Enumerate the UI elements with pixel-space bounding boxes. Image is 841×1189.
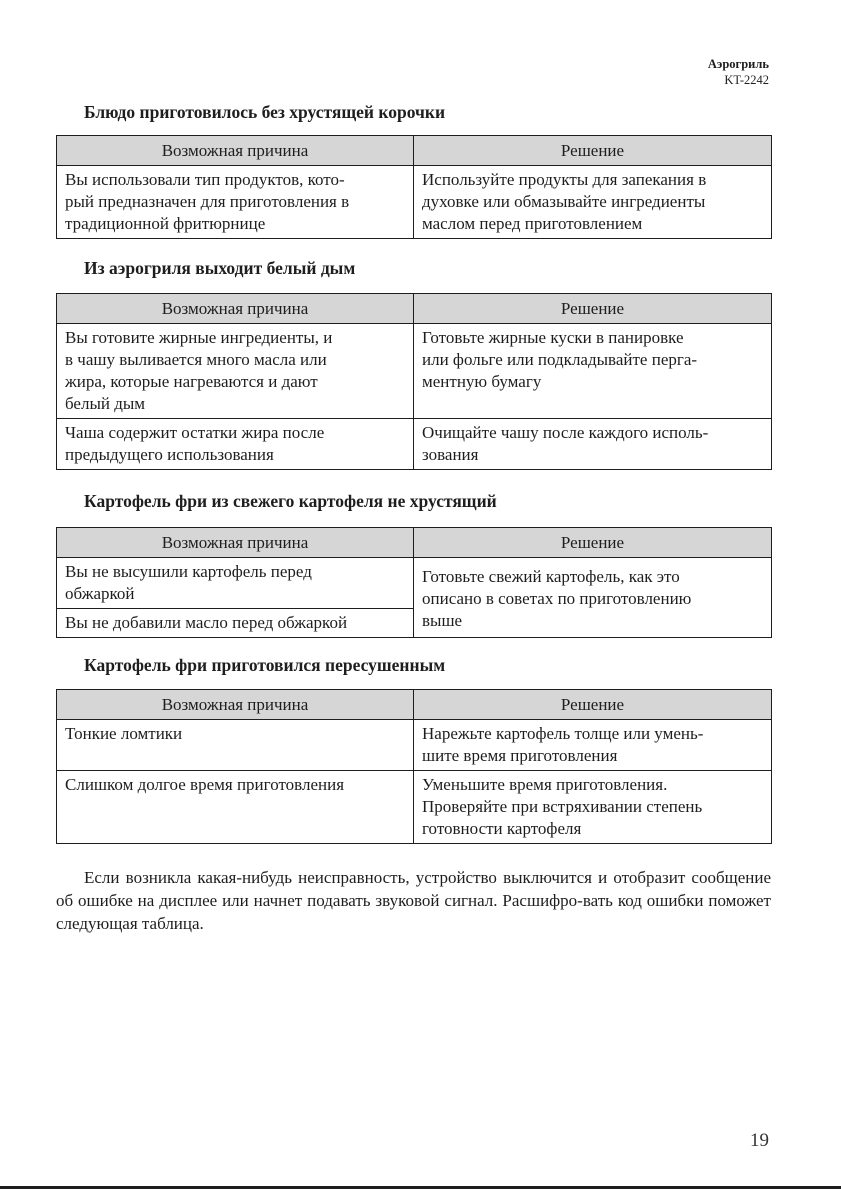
table-header-row [57,690,772,720]
cause-cell [57,324,414,419]
table-header-row [57,136,772,166]
solution-cell [414,166,772,239]
header-model: KT-2242 [724,73,769,87]
column-header-cause: Возможная причина [57,690,414,720]
cause-cell [57,720,414,771]
column-header-solution: Решение [414,690,772,720]
column-header-solution: Решение [414,136,772,166]
solution-cell [414,720,772,771]
table-row [57,771,772,844]
cause-text: Вы использовали тип продуктов, кото- рый предназначен для приготовления в традиционной фритюрнице [65,170,350,233]
cause-text: Вы не высушили картофель перед обжаркой [65,562,312,603]
table-header-row [57,528,772,558]
column-header-cause: Возможная причина [57,136,414,166]
solution-text: Готовьте свежий картофель, как это описано в советах по приготовлению выше [422,567,692,630]
column-header-cause: Возможная причина [57,528,414,558]
table-row [57,419,772,470]
cause-cell [57,771,414,844]
cause-text: Чаша содержит остатки жира после предыдущего использования [65,423,325,464]
column-header-cause: Возможная причина [57,294,414,324]
header-brand: Аэрогриль [707,57,769,71]
cause-cell [57,609,414,638]
troubleshooting-table [56,293,772,470]
table-row [57,166,772,239]
cause-text: Вы не добавили масло перед обжаркой [65,613,348,632]
troubleshooting-table [56,135,772,239]
cause-text: Слишком долгое время приготовления [65,775,345,794]
solution-text: Очищайте чашу после каждого исполь- зования [422,423,709,464]
cause-cell [57,419,414,470]
table-header-row [57,294,772,324]
solution-cell [414,419,772,470]
troubleshooting-table [56,689,772,844]
cause-cell [57,166,414,239]
body-paragraph: Если возникла какая-нибудь неисправность, устройство выключится и отобразит сообщение об ошибке на дисплее или начнет подавать звуковой сигнал. Расшифро-вать код ошибки поможет следующая таблица. [56,868,771,933]
column-header-solution: Решение [414,528,772,558]
section-title: Блюдо приготовилось без хрустящей корочки [84,102,446,122]
section-title: Картофель фри из свежего картофеля не хрустящий [84,491,497,511]
column-header-solution: Решение [414,294,772,324]
cause-text: Вы готовите жирные ингредиенты, и в чашу выливается много масла или жира, которые нагреваются и дают белый дым [65,328,333,413]
solution-cell [414,324,772,419]
table-row [57,324,772,419]
solution-text: Нарежьте картофель толще или умень- шите время приготовления [422,724,704,765]
page-number: 19 [750,1130,769,1151]
solution-text: Готовьте жирные куски в панировке или фольге или подкладывайте перга- ментную бумагу [422,328,698,391]
section-title: Картофель фри приготовился пересушенным [84,655,446,675]
shared-solution-cell [414,558,772,638]
cause-text: Тонкие ломтики [65,724,183,743]
cause-cell [57,558,414,609]
troubleshooting-table [56,527,772,638]
table-row [57,720,772,771]
solution-cell [414,771,772,844]
solution-text: Уменьшите время приготовления. Проверяйте при встряхивании степень готовности картофеля [422,775,703,838]
solution-text: Используйте продукты для запекания в духовке или обмазывайте ингредиенты маслом перед приготовлением [422,170,707,233]
section-title: Из аэрогриля выходит белый дым [84,258,356,278]
running-header [708,56,769,88]
table-row [57,558,772,609]
